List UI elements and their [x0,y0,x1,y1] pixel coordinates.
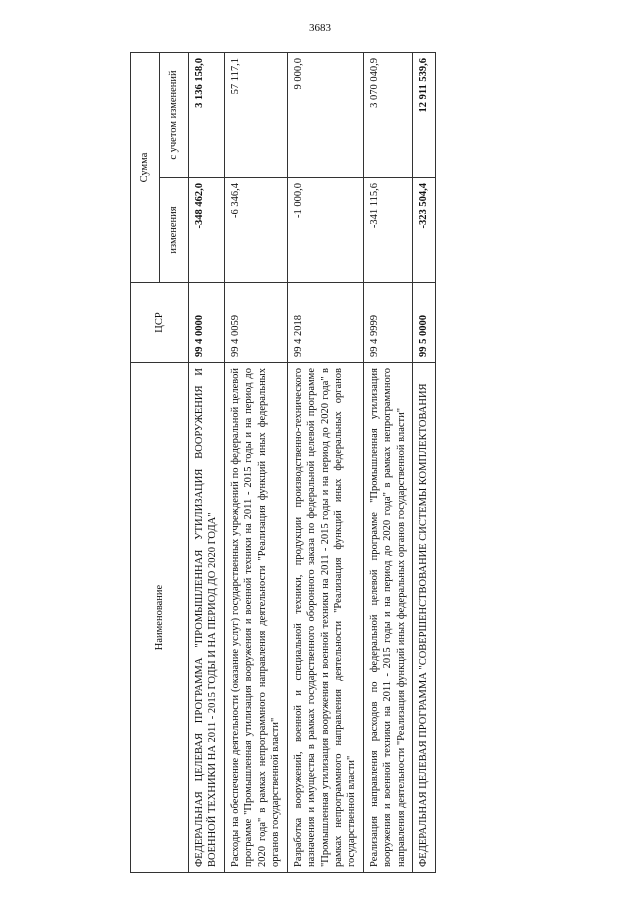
table-row [189,52,225,872]
row-csr: 99 4 0000 [189,283,225,363]
row-csr: 99 4 2018 [287,283,363,363]
page-number: 3683 [309,22,331,34]
row-total: 57 117,1 [224,52,287,177]
row-change: -348 462,0 [189,178,225,283]
row-change: -1 000,0 [287,178,363,283]
row-change: -341 115,6 [363,178,412,283]
header-sum: Сумма [131,52,160,282]
header-total: с учетом изменений [160,52,189,177]
row-csr: 99 4 0059 [224,283,287,363]
header-change: изменения [160,178,189,283]
header-csr: ЦСР [131,283,189,363]
row-name: Реализация направления расходов по федеральной целевой программе "Промышленная утилизация вооружения и военной техники на 2011 - 2015 годы и на период до 2020 года" в рамках непрограммного направления деятельности "Реализация функций иных федеральных органов государственной власти" [363,363,412,873]
row-csr: 99 4 9999 [363,283,412,363]
header-name: Наименование [131,363,189,873]
budget-table [130,52,436,873]
table-row [287,52,363,872]
row-name: ФЕДЕРАЛЬНАЯ ЦЕЛЕВАЯ ПРОГРАММА "ПРОМЫШЛЕННАЯ УТИЛИЗАЦИЯ ВООРУЖЕНИЯ И ВОЕННОЙ ТЕХНИКИ НА 2011 - 2015 ГОДЫ И НА ПЕРИОД ДО 2020 ГОДА" [189,363,225,873]
rotated-table-container [130,53,590,873]
table-row [413,52,435,872]
row-change: -323 504,4 [413,178,435,283]
table-row [224,52,287,872]
row-change: -6 346,4 [224,178,287,283]
table-row [363,52,412,872]
row-name: Разработка вооружений, военной и специальной техники, продукции производственно-технического назначения и имущества в рамках государственного оборонного заказа по федеральной целевой программе "Промышленная утилизация вооружения и военной техники на 2011 - 2015 годы и на период до 2020 года" в рамках непрограммного направления деятельности "Реализация функций иных федеральных органов государственной власти" [287,363,363,873]
row-name: ФЕДЕРАЛЬНАЯ ЦЕЛЕВАЯ ПРОГРАММА "СОВЕРШЕНСТВОВАНИЕ СИСТЕМЫ КОМПЛЕКТОВАНИЯ [413,363,435,873]
row-name: Расходы на обеспечение деятельности (оказание услуг) государственных учреждений по федеральной целевой программе "Промышленная утилизация вооружения и военной техники на 2011 - 2015 годы и на период до 2020 года" в рамках непрограммного направления деятельности "Реализация функций иных федеральных органов государственной власти" [224,363,287,873]
row-csr: 99 5 0000 [413,283,435,363]
row-total: 12 911 539,6 [413,52,435,177]
row-total: 3 136 158,0 [189,52,225,177]
row-total: 9 000,0 [287,52,363,177]
row-total: 3 070 040,9 [363,52,412,177]
